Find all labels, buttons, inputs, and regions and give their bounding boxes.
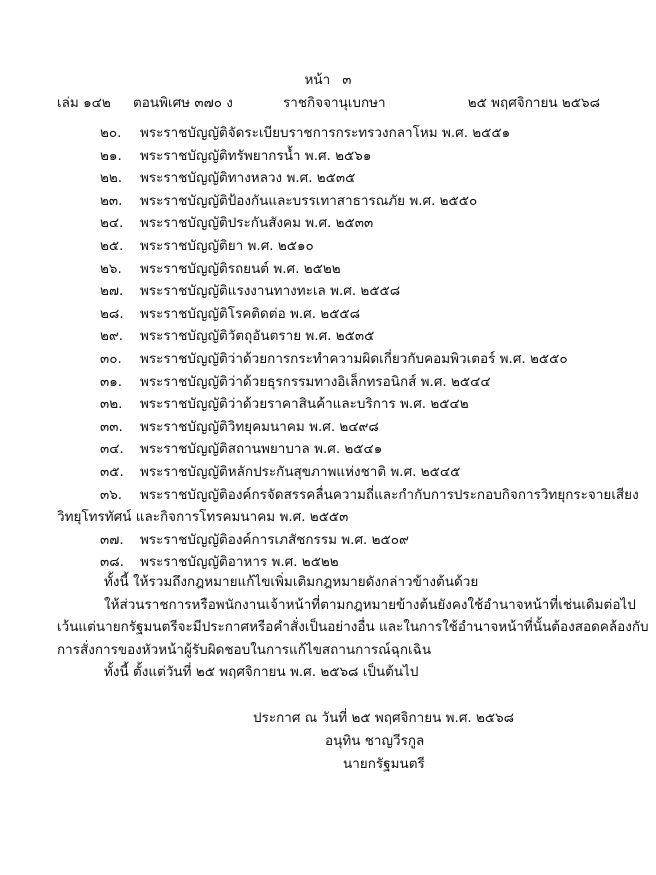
item-text: พระราชบัญญัติว่าด้วยราคาสินค้าและบริการ พ.ศ. ๒๕๔๒ (140, 396, 469, 413)
announcement-date: ประกาศ ณ วันที่ ๒๕ พฤศจิกายน พ.ศ. ๒๕๖๘ (253, 710, 515, 726)
item-text: พระราชบัญญัติป้องกันและบรรเทาสาธารณภัย พ.ศ. ๒๕๕๐ (140, 192, 478, 209)
item-number: ๒๔. (100, 215, 124, 232)
item-number: ๓๓. (100, 418, 123, 435)
item-number: ๒๓. (100, 192, 123, 209)
item-number: ๒๗. (100, 283, 124, 300)
paragraph-line: เว้นแต่นายกรัฐมนตรีจะมีประกาศหรือคำสั่งเป็นอย่างอื่น และในการใช้อำนาจหน้าที่นั้นต้องสอดคล้องกับ (57, 619, 649, 636)
item-number: ๓๗. (100, 531, 124, 548)
item-number: ๒๙. (100, 328, 124, 345)
item-number: ๓๔. (100, 441, 124, 458)
item-number: ๒๕. (100, 237, 124, 254)
effective-text: ทั้งนี้ ตั้งแต่วันที่ ๒๕ พฤศจิกายน พ.ศ. ๒๕๖๘ เป็นต้นไป (104, 664, 419, 680)
list-item (0, 145, 656, 168)
item-text: พระราชบัญญัติรถยนต์ พ.ศ. ๒๕๒๒ (140, 260, 341, 277)
item-text: พระราชบัญญัติประกันสังคม พ.ศ. ๒๕๓๓ (140, 215, 374, 232)
list-item (0, 348, 656, 371)
list-item (0, 371, 656, 394)
list-item (0, 167, 656, 190)
list-item (0, 303, 656, 326)
item-text: พระราชบัญญัติแรงงานทางทะเล พ.ศ. ๒๕๕๘ (140, 283, 401, 300)
list-item (0, 438, 656, 461)
paragraph-line: ให้ส่วนราชการหรือพนักงานเจ้าหน้าที่ตามกฎหมายข้างต้นยังคงใช้อำนาจหน้าที่เช่นเดิมต่อไป (104, 597, 636, 613)
header-section: ตอนพิเศษ ๓๗๐ ง (133, 95, 233, 111)
header-gazette-title: ราชกิจจานุเบกษา (283, 95, 386, 111)
list-item (0, 122, 656, 145)
act-list (0, 122, 656, 574)
list-item (0, 325, 656, 348)
paragraph-line: การสั่งการของหัวหน้าผู้รับผิดชอบในการแก้ไขสถานการณ์ฉุกเฉิน (57, 641, 432, 658)
list-item (0, 235, 656, 258)
gazette-header (57, 91, 600, 113)
item-text: พระราชบัญญัติจัดระเบียบราชการกระทรวงกลาโหม พ.ศ. ๒๕๕๑ (140, 125, 511, 141)
item-text: พระราชบัญญัติว่าด้วยธุรกรรมทางอิเล็กทรอนิกส์ พ.ศ. ๒๕๔๔ (140, 373, 491, 390)
item-text: พระราชบัญญัติว่าด้วยการกระทำความผิดเกี่ยวกับคอมพิวเตอร์ พ.ศ. ๒๕๕๐ (140, 350, 568, 367)
item-text: พระราชบัญญัติหลักประกันสุขภาพแห่งชาติ พ.ศ. ๒๕๔๕ (140, 463, 461, 480)
item-text: พระราชบัญญัติองค์การเภสัชกรรม พ.ศ. ๒๕๐๙ (140, 531, 409, 548)
header-date: ๒๕ พฤศจิกายน ๒๕๖๘ (467, 95, 600, 111)
list-item (0, 258, 656, 281)
page-number: ๓ (342, 72, 352, 88)
amendment-note (104, 571, 604, 593)
item-number: ๓๒. (100, 396, 123, 413)
item-text: พระราชบัญญัติวิทยุคมนาคม พ.ศ. ๒๔๙๘ (140, 418, 379, 435)
list-item (0, 280, 656, 303)
item-text: พระราชบัญญัติทรัพยากรน้ำ พ.ศ. ๒๕๖๑ (140, 147, 372, 164)
signatory-title: นายกรัฐมนตรี (343, 756, 425, 772)
item-text: พระราชบัญญัติโรคติดต่อ พ.ศ. ๒๕๕๘ (140, 305, 361, 322)
item-number: ๒๐. (100, 125, 122, 141)
list-item (0, 212, 656, 235)
item-number: ๓๕. (100, 463, 124, 480)
item-number: ๓๐. (100, 350, 122, 367)
signatory-name: อนุทิน ชาญวีรกูล (325, 733, 425, 749)
list-item (0, 393, 656, 416)
list-item (0, 461, 656, 484)
item-text: พระราชบัญญัติองค์กรจัดสรรคลื่นความถี่และกำกับการประกอบกิจการวิทยุกระจายเสียง (140, 486, 639, 503)
page-number-line (0, 68, 656, 90)
page-label: หน้า (304, 72, 331, 88)
list-item (0, 529, 656, 552)
item-text: พระราชบัญญัติทางหลวง พ.ศ. ๒๕๓๕ (140, 170, 356, 187)
list-item (0, 416, 656, 439)
item-text: พระราชบัญญัติยา พ.ศ. ๒๕๑๐ (140, 237, 314, 254)
note-text: ทั้งนี้ ให้รวมถึงกฎหมายแก้ไขเพิ่มเติมกฎหมายดังกล่าวข้างต้นด้วย (104, 574, 479, 590)
item-number: ๓๑. (100, 373, 123, 390)
item-text: พระราชบัญญัติอาหาร พ.ศ. ๒๕๒๒ (140, 554, 339, 571)
item-text: พระราชบัญญัติสถานพยาบาล พ.ศ. ๒๕๔๑ (140, 441, 383, 458)
item-number: ๒๒. (100, 170, 123, 187)
item-text: พระราชบัญญัติวัตถุอันตราย พ.ศ. ๒๕๓๕ (140, 328, 375, 345)
item-number: ๒๑. (100, 147, 122, 164)
signature-block (0, 707, 656, 776)
effective-date (104, 661, 604, 683)
header-volume: เล่ม ๑๔๒ (57, 95, 111, 111)
list-item (0, 190, 656, 213)
authority-paragraph (57, 594, 649, 661)
item-text-continuation: วิทยุโทรทัศน์ และกิจการโทรคมนาคม พ.ศ. ๒๕๕๓ (57, 509, 349, 526)
item-number: ๒๖. (100, 260, 122, 277)
item-number: ๓๖. (100, 486, 123, 503)
item-number: ๒๘. (100, 305, 124, 322)
list-item (0, 484, 656, 529)
item-number: ๓๘. (100, 554, 124, 571)
